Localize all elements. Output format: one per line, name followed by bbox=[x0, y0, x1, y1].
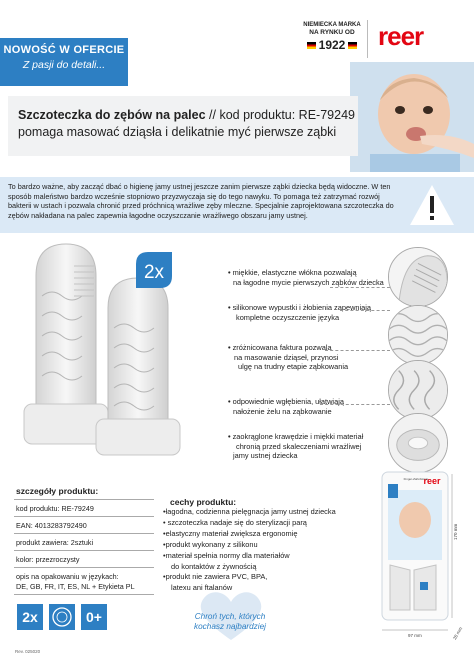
feature-connector bbox=[325, 350, 390, 351]
age-0plus-icon: 0+ bbox=[81, 604, 107, 630]
feature-item: • zaokrąglone krawędzie i miękki materiał chronią przed skaleczeniami wrażliwej jamy ustnej dziecka bbox=[228, 432, 364, 461]
bristles-detail-thumbnail bbox=[388, 247, 448, 307]
feature-connector bbox=[330, 287, 390, 288]
tongue-cleaner-detail-thumbnail bbox=[388, 305, 448, 365]
feature-connector bbox=[340, 310, 390, 311]
slogan-line1: Chroń tych, których bbox=[194, 612, 266, 621]
german-flag-icon bbox=[307, 42, 316, 49]
heritage-year bbox=[296, 38, 368, 52]
baby-photo bbox=[350, 62, 474, 172]
feature-item: • silikonowe wypustki i żłobienia zapewniają kompletne oczyszczenie języka bbox=[228, 303, 372, 322]
feature-list-item: •materiał spełnia normy dla materiałów bbox=[163, 550, 290, 560]
package-brand: reer bbox=[423, 476, 441, 486]
info-band bbox=[0, 177, 474, 233]
new-in-offer-badge bbox=[0, 38, 128, 86]
feature-list-item: •produkt wykonany z silikonu bbox=[163, 539, 258, 549]
german-flag-icon bbox=[348, 42, 357, 49]
feature-list-item: latexu ani ftalanów bbox=[171, 583, 233, 593]
spec-row: DE, GB, FR, IT, ES, NL + Etykieta PL bbox=[14, 582, 154, 595]
count-2x-text: 2x bbox=[143, 262, 165, 283]
spec-row: produkt zawiera: 2sztuki bbox=[14, 534, 154, 551]
reer-logo bbox=[374, 24, 466, 50]
specs-table bbox=[14, 499, 154, 595]
slogan-line2: kochasz najbardziej bbox=[194, 622, 266, 631]
reer-logo-text: reer bbox=[378, 24, 424, 50]
gel-groove-detail-thumbnail bbox=[388, 413, 448, 473]
product-code: // kod produktu: RE-79249 bbox=[209, 108, 355, 122]
count-2x-icon: 2x bbox=[17, 604, 43, 630]
feature-list-item: do kontaktów z żywnością bbox=[171, 561, 257, 571]
finger-toothbrush-illustration bbox=[8, 236, 213, 461]
package-depth: 28 mm bbox=[452, 626, 464, 641]
package-height: 170 mm bbox=[453, 523, 458, 540]
product-name: Szczoteczka do zębów na palec bbox=[18, 108, 206, 122]
product-title-line bbox=[18, 108, 355, 122]
warning-icon bbox=[408, 183, 456, 227]
heritage-badge bbox=[296, 22, 368, 52]
heritage-year-text: 1922 bbox=[318, 38, 346, 52]
features-list-title: cechy produktu: bbox=[170, 497, 237, 507]
package-width: 97 mm bbox=[408, 633, 422, 638]
feature-list-item: •elastyczny materiał zwiększa ergonomię bbox=[163, 528, 298, 538]
features-list bbox=[163, 507, 368, 594]
spec-row: EAN: 4013283792490 bbox=[14, 517, 154, 534]
specs-title: szczegóły produktu: bbox=[16, 486, 99, 496]
spec-row: kolor: przezroczysty bbox=[14, 551, 154, 568]
feature-list-item: • szczoteczka nadaje się do sterylizacji parą bbox=[163, 517, 307, 527]
feature-item: • miękkie, elastyczne włókna pozwalają na łagodne mycie pierwszych ząbków dziecka bbox=[228, 268, 384, 287]
badge-tagline: Z pasji do detali... bbox=[22, 59, 106, 71]
feature-item: • odpowiednie wgłębienia, ułatwiają nałożenie żelu na ząbkowanie bbox=[228, 397, 344, 416]
feature-list-item: •łagodna, codzienna pielęgnacja jamy ustnej dziecka bbox=[163, 507, 336, 516]
feature-connector bbox=[320, 404, 390, 405]
heritage-line1: NIEMIECKA MARKA bbox=[303, 22, 361, 28]
feature-item: • zróżnicowana faktura pozwala na masowanie dziąseł, przynosi ulgę na trudny etapie ząbkowania bbox=[228, 343, 349, 372]
feature-list-item: •produkt nie zawiera PVC, BPA, bbox=[163, 572, 268, 582]
count-2x-badge bbox=[132, 250, 176, 290]
revision-code: Rev. 025020 bbox=[15, 649, 41, 654]
slogan bbox=[160, 612, 300, 632]
header-divider bbox=[367, 20, 368, 58]
texture-detail-thumbnail bbox=[388, 360, 448, 420]
spec-row: opis na opakowaniu w językach: bbox=[16, 572, 119, 581]
product-subtitle: pomaga masować dziąsła i delikatnie myć pierwsze ząbki bbox=[18, 125, 337, 139]
product-package-image bbox=[380, 470, 460, 640]
package-label: Finger-Zahnbürste bbox=[403, 477, 429, 481]
spec-row: kod produktu: RE-79249 bbox=[14, 500, 154, 517]
material-certificate-icon bbox=[49, 604, 75, 630]
badge-title: NOWOŚĆ W OFERCIE bbox=[3, 44, 125, 56]
info-text: To bardzo ważne, aby zacząć dbać o higienę jamy ustnej jeszcze zanim pierwsze ząbki dziecka będą widoczne. W ten sposób maleństwo bardzo wcześnie stopniowo przyzwyczaja się do tego nawyku. To pomaga też zatrzymać rozwój bakterii w ustach i pozwala chronić przed próchnicą wrażliwe zęby mleczne. Specjalnie zaprojektowana szczoteczka do zębów nakładana na palec zapewnia łagodne oczyszczanie wrażliwego obszaru jamy ustnej. bbox=[8, 182, 394, 220]
heritage-line2: NA RYNKU OD bbox=[309, 29, 355, 36]
